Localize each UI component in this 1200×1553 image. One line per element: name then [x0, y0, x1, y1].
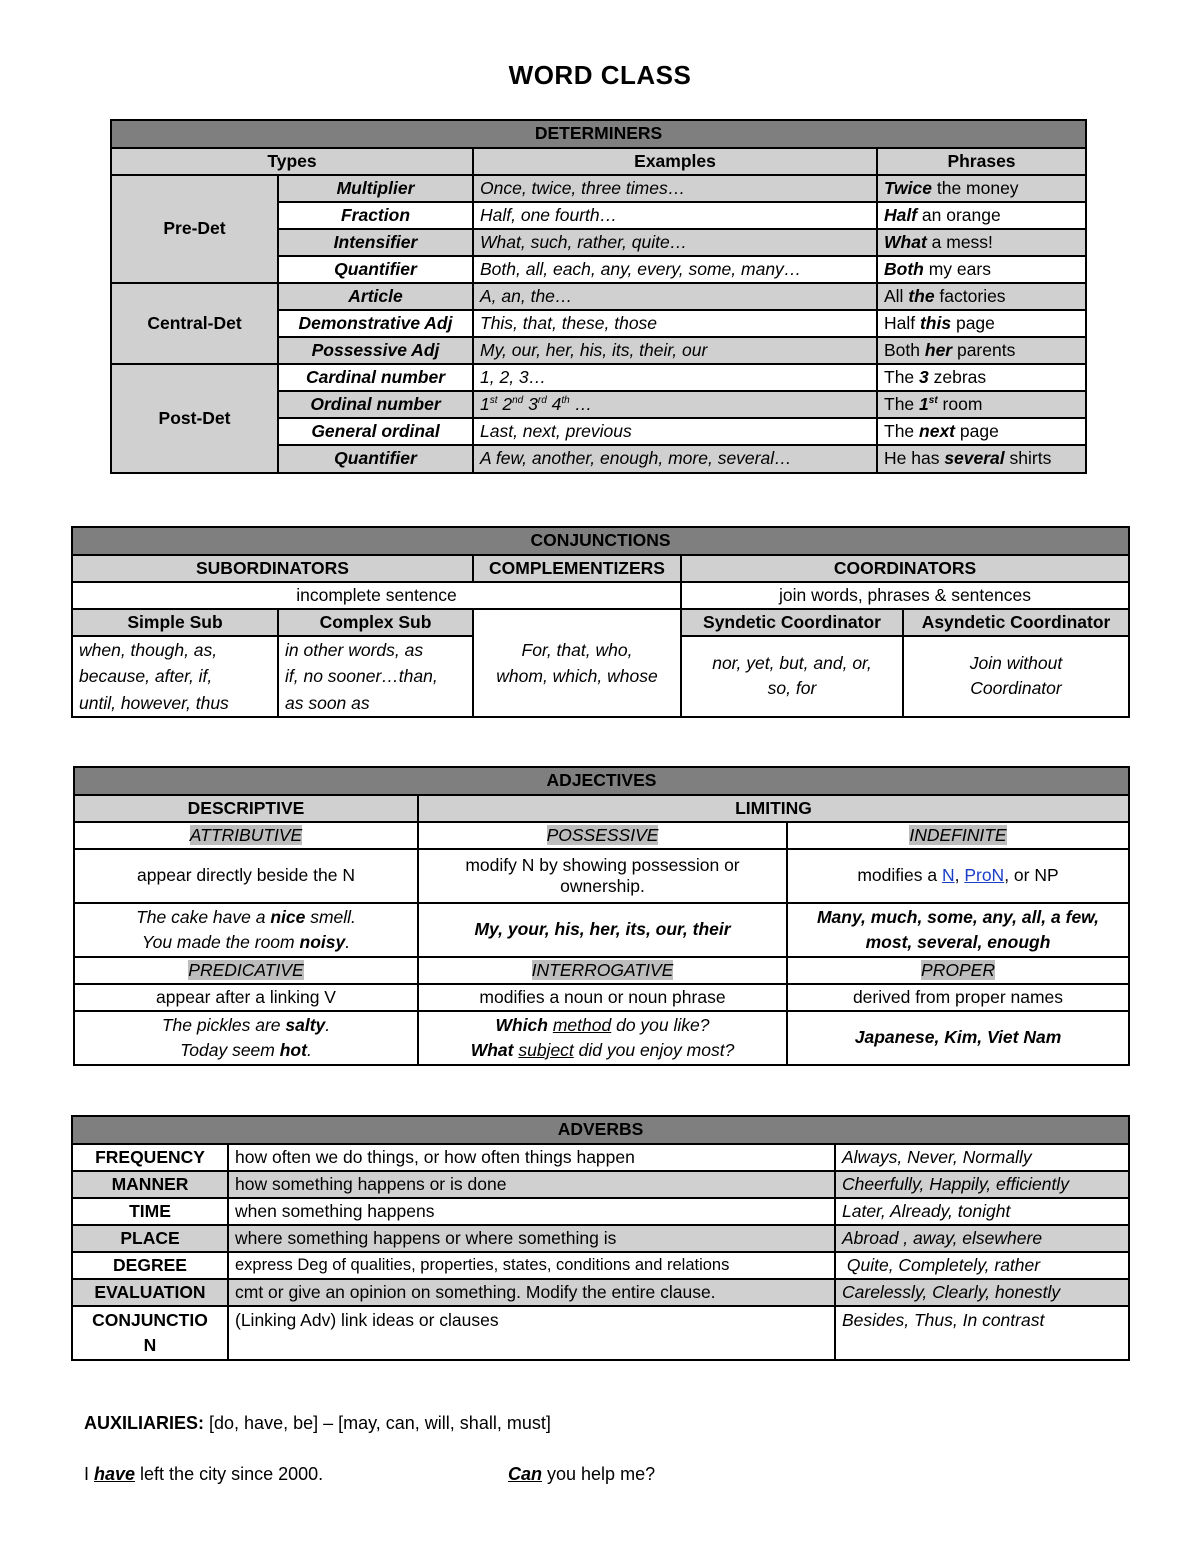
examples-cell: 1st 2nd 3rd 4th …: [473, 391, 877, 418]
adverb-type: DEGREE: [72, 1252, 228, 1279]
phrase-cell: Both my ears: [877, 256, 1086, 283]
adverb-desc: express Deg of qualities, properties, states, conditions and relations: [228, 1252, 835, 1279]
adverb-desc: where something happens or where something is: [228, 1225, 835, 1252]
phrase-cell: Twice the money: [877, 175, 1086, 202]
adverb-desc: cmt or give an opinion on something. Modify the entire clause.: [228, 1279, 835, 1306]
type-cell: Intensifier: [278, 229, 473, 256]
predicative-examples: The pickles are salty. Today seem hot.: [74, 1011, 418, 1065]
adverb-type: CONJUNCTIO N: [72, 1306, 228, 1360]
examples-cell: What, such, rather, quite…: [473, 229, 877, 256]
interrogative-examples: Which method do you like? What subject did you enjoy most?: [418, 1011, 787, 1065]
adverb-examples: Later, Already, tonight: [835, 1198, 1129, 1225]
complementizers-examples: For, that, who, whom, which, whose: [473, 609, 681, 717]
type-cell: Multiplier: [278, 175, 473, 202]
attributive-desc: appear directly beside the N: [74, 849, 418, 903]
adverb-type: TIME: [72, 1198, 228, 1225]
interrogative-desc: modifies a noun or noun phrase: [418, 984, 787, 1011]
type-cell: General ordinal: [278, 418, 473, 445]
conjunctions-table: [71, 526, 1130, 718]
determiners-header: DETERMINERS: [111, 120, 1086, 148]
examples-cell: A, an, the…: [473, 283, 877, 310]
asyndetic-examples: Join without Coordinator: [903, 636, 1129, 717]
adverb-examples: Carelessly, Clearly, honestly: [835, 1279, 1129, 1306]
auxiliaries-label: AUXILIARIES:: [84, 1413, 205, 1433]
type-cell: Quantifier: [278, 445, 473, 473]
col-types: Types: [111, 148, 473, 175]
adverb-desc: (Linking Adv) link ideas or clauses: [228, 1306, 835, 1360]
auxiliaries-line: [84, 1413, 551, 1434]
adverbs-header: ADVERBS: [72, 1116, 1129, 1144]
phrase-cell: He has several shirts: [877, 445, 1086, 473]
possessive-label: POSSESSIVE: [418, 822, 787, 849]
type-cell: Article: [278, 283, 473, 310]
type-cell: Ordinal number: [278, 391, 473, 418]
type-cell: Possessive Adj: [278, 337, 473, 364]
auxiliaries-list: [do, have, be] – [may, can, will, shall, must]: [204, 1413, 551, 1433]
predicative-desc: appear after a linking V: [74, 984, 418, 1011]
examples-cell: 1, 2, 3…: [473, 364, 877, 391]
auxiliary-example-1: I have left the city since 2000.: [84, 1464, 324, 1484]
simple-sub-examples: when, though, as, because, after, if, until, however, thus: [72, 636, 278, 717]
subordinators-heading: SUBORDINATORS: [72, 555, 473, 582]
adverb-type: PLACE: [72, 1225, 228, 1252]
adverb-type: EVALUATION: [72, 1279, 228, 1306]
type-cell: Fraction: [278, 202, 473, 229]
pron-link[interactable]: ProN: [964, 865, 1005, 886]
examples-cell: This, that, these, those: [473, 310, 877, 337]
possessive-examples: My, your, his, her, its, our, their: [418, 903, 787, 957]
examples-cell: My, our, her, his, its, their, our: [473, 337, 877, 364]
type-cell: Demonstrative Adj: [278, 310, 473, 337]
type-cell: Cardinal number: [278, 364, 473, 391]
indefinite-desc: modifies a N, ProN, or NP: [787, 849, 1129, 903]
adverb-examples: Cheerfully, Happily, efficiently: [835, 1171, 1129, 1198]
adverb-type: MANNER: [72, 1171, 228, 1198]
examples-cell: Once, twice, three times…: [473, 175, 877, 202]
proper-examples: Japanese, Kim, Viet Nam: [787, 1011, 1129, 1065]
phrase-cell: The next page: [877, 418, 1086, 445]
auxiliary-example-2: Can you help me?: [508, 1464, 656, 1484]
phrase-cell: All the factories: [877, 283, 1086, 310]
examples-cell: Half, one fourth…: [473, 202, 877, 229]
phrase-cell: The 1st room: [877, 391, 1086, 418]
coordinators-heading: COORDINATORS: [681, 555, 1129, 582]
predicative-label: PREDICATIVE: [74, 957, 418, 984]
simple-sub-heading: Simple Sub: [72, 609, 278, 636]
syndetic-heading: Syndetic Coordinator: [681, 609, 903, 636]
type-cell: Quantifier: [278, 256, 473, 283]
phrase-cell: What a mess!: [877, 229, 1086, 256]
adverb-examples: Always, Never, Normally: [835, 1144, 1129, 1171]
phrase-cell: Half an orange: [877, 202, 1086, 229]
proper-desc: derived from proper names: [787, 984, 1129, 1011]
possessive-desc: modify N by showing possession or ownership.: [418, 849, 787, 903]
indefinite-examples: Many, much, some, any, all, a few, most, several, enough: [787, 903, 1129, 957]
adverb-examples: Besides, Thus, In contrast: [835, 1306, 1129, 1360]
examples-cell: Both, all, each, any, every, some, many…: [473, 256, 877, 283]
proper-label: PROPER: [787, 957, 1129, 984]
adverb-examples: Quite, Completely, rather: [835, 1252, 1129, 1279]
asyndetic-heading: Asyndetic Coordinator: [903, 609, 1129, 636]
adverb-desc: how something happens or is done: [228, 1171, 835, 1198]
conjunctions-header: CONJUNCTIONS: [72, 527, 1129, 555]
complementizers-heading: COMPLEMENTIZERS: [473, 555, 681, 582]
adverb-type: FREQUENCY: [72, 1144, 228, 1171]
join-note: join words, phrases & sentences: [681, 582, 1129, 609]
adverb-desc: how often we do things, or how often things happen: [228, 1144, 835, 1171]
n-link[interactable]: N: [941, 865, 955, 886]
adverb-desc: when something happens: [228, 1198, 835, 1225]
group-post-det: Post-Det: [111, 364, 278, 473]
page-title: WORD CLASS: [508, 60, 692, 90]
complex-sub-examples: in other words, as if, no sooner…than, as soon as: [278, 636, 473, 717]
col-examples: Examples: [473, 148, 877, 175]
descriptive-heading: DESCRIPTIVE: [74, 795, 418, 822]
determiners-table: [110, 119, 1087, 474]
adverbs-table: [71, 1115, 1130, 1361]
interrogative-label: INTERROGATIVE: [418, 957, 787, 984]
adjectives-table: [73, 766, 1130, 1066]
limiting-heading: LIMITING: [418, 795, 1129, 822]
complex-sub-heading: Complex Sub: [278, 609, 473, 636]
syndetic-examples: nor, yet, but, and, or, so, for: [681, 636, 903, 717]
adjectives-header: ADJECTIVES: [74, 767, 1129, 795]
phrase-cell: Half this page: [877, 310, 1086, 337]
phrase-cell: Both her parents: [877, 337, 1086, 364]
adverb-examples: Abroad , away, elsewhere: [835, 1225, 1129, 1252]
examples-cell: A few, another, enough, more, several…: [473, 445, 877, 473]
examples-cell: Last, next, previous: [473, 418, 877, 445]
group-pre-det: Pre-Det: [111, 175, 278, 283]
group-central-det: Central-Det: [111, 283, 278, 364]
incomplete-sentence-note: incomplete sentence: [72, 582, 681, 609]
attributive-label: ATTRIBUTIVE: [74, 822, 418, 849]
phrase-cell: The 3 zebras: [877, 364, 1086, 391]
indefinite-label: INDEFINITE: [787, 822, 1129, 849]
attributive-examples: The cake have a nice smell. You made the room noisy.: [74, 903, 418, 957]
col-phrases: Phrases: [877, 148, 1086, 175]
